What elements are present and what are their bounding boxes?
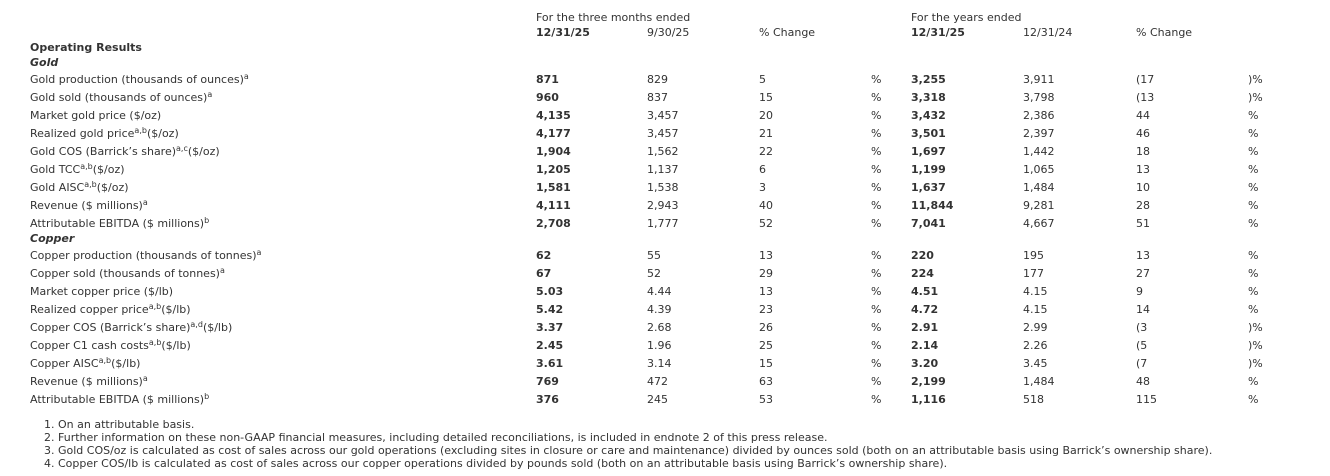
- value-y-prior: 2.26: [1023, 339, 1048, 352]
- value-y-prior: 4.15: [1023, 285, 1048, 298]
- percent-sign: %: [1248, 249, 1259, 262]
- value-q-current: 5.03: [536, 285, 564, 298]
- col-header-y-change: % Change: [1136, 26, 1193, 39]
- value-q-current: 2,708: [536, 217, 571, 230]
- value-y-current: 1,697: [911, 145, 946, 158]
- table-row: [0, 319, 1330, 337]
- footnote: 1. On an attributable basis.: [44, 418, 195, 431]
- value-q-current: 3.61: [536, 357, 564, 370]
- value-y-prior: 3.45: [1023, 357, 1048, 370]
- value-q-current: 5.42: [536, 303, 564, 316]
- value-q-prior: 1,538: [647, 181, 679, 194]
- value-q-prior: 1,562: [647, 145, 679, 158]
- value-q-change: 5: [759, 73, 766, 86]
- percent-sign: %: [871, 249, 882, 262]
- percent-sign: %: [1248, 145, 1259, 158]
- value-y-prior: 9,281: [1023, 199, 1055, 212]
- row-label-unit: ($/oz): [187, 145, 220, 158]
- percent-sign: %: [871, 73, 882, 86]
- value-q-change: 23: [759, 303, 773, 316]
- percent-sign: %: [871, 181, 882, 194]
- footnote-marker: a,b: [148, 338, 162, 347]
- percent-sign: %: [871, 145, 882, 158]
- row-label: [30, 161, 125, 179]
- value-y-prior: 3,911: [1023, 73, 1055, 86]
- table-row: [0, 283, 1330, 301]
- value-q-change: 15: [759, 91, 773, 104]
- percent-sign: %: [871, 357, 882, 370]
- row-label: [30, 143, 220, 161]
- value-y-change: (13: [1136, 91, 1155, 104]
- value-y-prior: 1,442: [1023, 145, 1055, 158]
- value-y-current: 2.91: [911, 321, 939, 334]
- value-q-current: 871: [536, 73, 559, 86]
- row-label-unit: ($/lb): [161, 303, 191, 316]
- value-q-prior: 4.44: [647, 285, 672, 298]
- value-q-current: 4,111: [536, 199, 571, 212]
- value-q-change: 25: [759, 339, 773, 352]
- value-q-change: 26: [759, 321, 773, 334]
- footnote-marker: a: [142, 374, 148, 383]
- value-y-change: 10: [1136, 181, 1150, 194]
- value-q-change: 15: [759, 357, 773, 370]
- value-q-prior: 3,457: [647, 109, 679, 122]
- value-q-current: 62: [536, 249, 552, 262]
- footnote: 2. Further information on these non-GAAP financial measures, including detailed reconciliations, is included in endnote 2 of this press release.: [44, 431, 828, 444]
- value-y-change: 18: [1136, 145, 1150, 158]
- value-q-current: 67: [536, 267, 552, 280]
- row-label: [30, 89, 212, 107]
- section-gold-heading: Gold: [30, 56, 59, 69]
- percent-sign: %: [871, 127, 882, 140]
- value-q-current: 2.45: [536, 339, 564, 352]
- percent-sign: )%: [1248, 321, 1263, 334]
- value-y-prior: 2,397: [1023, 127, 1055, 140]
- value-y-prior: 177: [1023, 267, 1044, 280]
- percent-sign: %: [871, 321, 882, 334]
- value-q-prior: 837: [647, 91, 668, 104]
- col-header-y-prior: 12/31/24: [1023, 26, 1073, 39]
- table-row: [0, 179, 1330, 197]
- value-y-current: 11,844: [911, 199, 954, 212]
- value-q-prior: 4.39: [647, 303, 672, 316]
- row-label-text: Realized gold price: [30, 127, 135, 140]
- table-row: [0, 301, 1330, 319]
- value-y-change: 14: [1136, 303, 1150, 316]
- value-y-current: 224: [911, 267, 934, 280]
- percent-sign: %: [1248, 285, 1259, 298]
- value-y-change: 9: [1136, 285, 1143, 298]
- value-y-current: 3,255: [911, 73, 946, 86]
- row-label: [30, 355, 140, 373]
- value-y-current: 220: [911, 249, 934, 262]
- table-row: [0, 215, 1330, 233]
- row-label-unit: ($/lb): [111, 357, 141, 370]
- value-q-prior: 472: [647, 375, 668, 388]
- table-row: [0, 89, 1330, 107]
- percent-sign: %: [1248, 393, 1259, 406]
- row-label-text: Market gold price ($/oz): [30, 109, 162, 122]
- row-label: [30, 71, 249, 89]
- value-y-prior: 195: [1023, 249, 1044, 262]
- value-y-change: 51: [1136, 217, 1150, 230]
- percent-sign: %: [871, 91, 882, 104]
- footnote-marker: a: [219, 266, 225, 275]
- percent-sign: %: [871, 339, 882, 352]
- footnote-marker: a,b: [84, 180, 97, 189]
- footnote: 4. Copper COS/lb is calculated as cost of sales across our copper operations divided by pounds sold (both on an attributable basis using Barrick’s ownership share).: [44, 457, 948, 470]
- value-y-current: 4.51: [911, 285, 939, 298]
- value-y-current: 1,199: [911, 163, 946, 176]
- value-q-prior: 829: [647, 73, 668, 86]
- percent-sign: )%: [1248, 357, 1263, 370]
- percent-sign: )%: [1248, 73, 1263, 86]
- value-y-change: 44: [1136, 109, 1150, 122]
- row-label-unit: ($/oz): [92, 163, 125, 176]
- row-label-text: Gold sold (thousands of ounces): [30, 91, 208, 104]
- row-label-text: Copper C1 cash costs: [30, 339, 149, 352]
- value-y-change: 115: [1136, 393, 1157, 406]
- row-label-text: Gold production (thousands of ounces): [30, 73, 244, 86]
- value-y-prior: 4.15: [1023, 303, 1048, 316]
- value-q-prior: 2.68: [647, 321, 672, 334]
- table-title: Operating Results: [30, 41, 142, 54]
- section-copper-heading: Copper: [30, 232, 75, 245]
- percent-sign: )%: [1248, 339, 1263, 352]
- row-label: [30, 179, 129, 197]
- value-q-change: 22: [759, 145, 773, 158]
- value-y-change: 46: [1136, 127, 1150, 140]
- table-row: [0, 161, 1330, 179]
- table-row: [0, 125, 1330, 143]
- percent-sign: %: [871, 199, 882, 212]
- value-q-change: 20: [759, 109, 773, 122]
- footnote-marker: b: [204, 392, 210, 401]
- row-label-text: Revenue ($ millions): [30, 375, 143, 388]
- row-label-unit: ($/lb): [202, 321, 233, 334]
- value-q-current: 1,904: [536, 145, 571, 158]
- row-label: [30, 319, 232, 337]
- value-q-change: 52: [759, 217, 773, 230]
- value-q-prior: 1,137: [647, 163, 679, 176]
- value-q-current: 1,581: [536, 181, 571, 194]
- row-label-text: Copper sold (thousands of tonnes): [30, 267, 220, 280]
- row-label-text: Market copper price ($/lb): [30, 285, 174, 298]
- col-header-q-prior: 9/30/25: [647, 26, 690, 39]
- table-row: [0, 355, 1330, 373]
- value-y-prior: 1,484: [1023, 375, 1055, 388]
- percent-sign: %: [871, 163, 882, 176]
- row-label-text: Realized copper price: [30, 303, 149, 316]
- value-q-prior: 3,457: [647, 127, 679, 140]
- row-label: [30, 215, 209, 233]
- percent-sign: %: [871, 393, 882, 406]
- footnote-marker: a,b: [134, 126, 147, 135]
- value-q-change: 40: [759, 199, 773, 212]
- value-q-change: 29: [759, 267, 773, 280]
- percent-sign: %: [1248, 217, 1259, 230]
- value-y-current: 4.72: [911, 303, 939, 316]
- row-label-text: Attributable EBITDA ($ millions): [30, 393, 205, 406]
- percent-sign: %: [1248, 181, 1259, 194]
- footnote-marker: a: [207, 90, 213, 99]
- value-q-change: 6: [759, 163, 766, 176]
- value-y-prior: 1,065: [1023, 163, 1055, 176]
- value-y-change: (5: [1136, 339, 1148, 352]
- table-row: [0, 197, 1330, 215]
- percent-sign: %: [871, 375, 882, 388]
- table-row: [0, 247, 1330, 265]
- value-q-change: 53: [759, 393, 773, 406]
- row-label: [30, 247, 261, 265]
- value-q-change: 21: [759, 127, 773, 140]
- value-q-change: 13: [759, 249, 773, 262]
- value-y-change: 28: [1136, 199, 1150, 212]
- footnote: 3. Gold COS/oz is calculated as cost of sales across our gold operations (excluding sites in closure or care and maintenance) divided by ounces sold (both on an attributable basis using Barrick’s ownership share).: [44, 444, 1213, 457]
- years-header: For the years ended: [911, 11, 1022, 24]
- percent-sign: %: [871, 285, 882, 298]
- row-label: [30, 337, 191, 355]
- percent-sign: %: [1248, 199, 1259, 212]
- value-q-prior: 1,777: [647, 217, 679, 230]
- value-y-change: (7: [1136, 357, 1148, 370]
- value-q-prior: 55: [647, 249, 661, 262]
- row-label: [30, 197, 148, 215]
- value-q-prior: 2,943: [647, 199, 679, 212]
- row-label: [30, 283, 173, 301]
- footnote-marker: a,c: [176, 144, 188, 153]
- value-q-current: 769: [536, 375, 559, 388]
- row-label: [30, 107, 161, 125]
- row-label: [30, 391, 209, 409]
- value-y-prior: 4,667: [1023, 217, 1055, 230]
- percent-sign: %: [871, 109, 882, 122]
- three-months-header: For the three months ended: [536, 11, 691, 24]
- table-row: [0, 373, 1330, 391]
- table-row: [0, 391, 1330, 409]
- value-q-prior: 1.96: [647, 339, 672, 352]
- row-label-text: Copper COS (Barrick’s share): [30, 321, 191, 334]
- value-y-prior: 518: [1023, 393, 1044, 406]
- table-row: [0, 265, 1330, 283]
- row-label-unit: ($/lb): [161, 339, 191, 352]
- table-row: [0, 337, 1330, 355]
- value-y-current: 3,432: [911, 109, 946, 122]
- value-q-change: 3: [759, 181, 766, 194]
- col-header-q-current: 12/31/25: [536, 26, 590, 39]
- row-label-text: Copper AISC: [30, 357, 99, 370]
- value-q-prior: 245: [647, 393, 668, 406]
- row-label-text: Copper production (thousands of tonnes): [30, 249, 257, 262]
- row-label: [30, 301, 191, 319]
- value-y-prior: 2,386: [1023, 109, 1055, 122]
- value-q-current: 376: [536, 393, 559, 406]
- footnote-marker: a: [243, 72, 249, 81]
- footnote-marker: a,d: [190, 320, 203, 329]
- value-y-current: 3,501: [911, 127, 946, 140]
- col-header-y-current: 12/31/25: [911, 26, 965, 39]
- percent-sign: %: [1248, 303, 1259, 316]
- value-y-prior: 3,798: [1023, 91, 1055, 104]
- row-label-text: Revenue ($ millions): [30, 199, 143, 212]
- value-q-current: 1,205: [536, 163, 571, 176]
- percent-sign: %: [1248, 127, 1259, 140]
- footnote-marker: a,b: [80, 162, 93, 171]
- row-label-text: Attributable EBITDA ($ millions): [30, 217, 205, 230]
- percent-sign: %: [1248, 375, 1259, 388]
- value-q-prior: 3.14: [647, 357, 672, 370]
- row-label: [30, 373, 148, 391]
- table-row: [0, 143, 1330, 161]
- row-label-text: Gold COS (Barrick’s share): [30, 145, 177, 158]
- percent-sign: %: [871, 217, 882, 230]
- value-y-prior: 1,484: [1023, 181, 1055, 194]
- value-q-prior: 52: [647, 267, 661, 280]
- value-q-current: 4,135: [536, 109, 571, 122]
- value-y-change: (3: [1136, 321, 1148, 334]
- row-label-text: Gold TCC: [30, 163, 81, 176]
- value-y-current: 2.14: [911, 339, 939, 352]
- value-q-change: 63: [759, 375, 773, 388]
- table-row: [0, 71, 1330, 89]
- footnotes: [44, 418, 1314, 470]
- col-header-q-change: % Change: [759, 26, 816, 39]
- value-y-current: 2,199: [911, 375, 946, 388]
- row-label: [30, 265, 225, 283]
- value-q-current: 4,177: [536, 127, 571, 140]
- footnote-marker: a: [142, 198, 148, 207]
- percent-sign: %: [871, 267, 882, 280]
- value-y-current: 3.20: [911, 357, 939, 370]
- value-y-change: 13: [1136, 163, 1150, 176]
- row-label-unit: ($/oz): [146, 127, 179, 140]
- footnote-marker: a,b: [98, 356, 112, 365]
- value-y-current: 1,637: [911, 181, 946, 194]
- value-y-current: 1,116: [911, 393, 946, 406]
- row-label-unit: ($/oz): [96, 181, 129, 194]
- value-y-change: 27: [1136, 267, 1150, 280]
- value-q-change: 13: [759, 285, 773, 298]
- footnote-marker: b: [204, 216, 210, 225]
- percent-sign: %: [1248, 163, 1259, 176]
- value-y-prior: 2.99: [1023, 321, 1048, 334]
- percent-sign: %: [1248, 109, 1259, 122]
- row-label: [30, 125, 179, 143]
- footnote-marker: a: [256, 248, 262, 257]
- percent-sign: )%: [1248, 91, 1263, 104]
- percent-sign: %: [1248, 267, 1259, 280]
- value-y-change: (17: [1136, 73, 1155, 86]
- percent-sign: %: [871, 303, 882, 316]
- row-label-text: Gold AISC: [30, 181, 85, 194]
- footnote-marker: a,b: [148, 302, 162, 311]
- value-y-change: 13: [1136, 249, 1150, 262]
- value-y-change: 48: [1136, 375, 1150, 388]
- value-q-current: 3.37: [536, 321, 564, 334]
- value-y-current: 7,041: [911, 217, 946, 230]
- value-q-current: 960: [536, 91, 559, 104]
- table-row: [0, 107, 1330, 125]
- value-y-current: 3,318: [911, 91, 946, 104]
